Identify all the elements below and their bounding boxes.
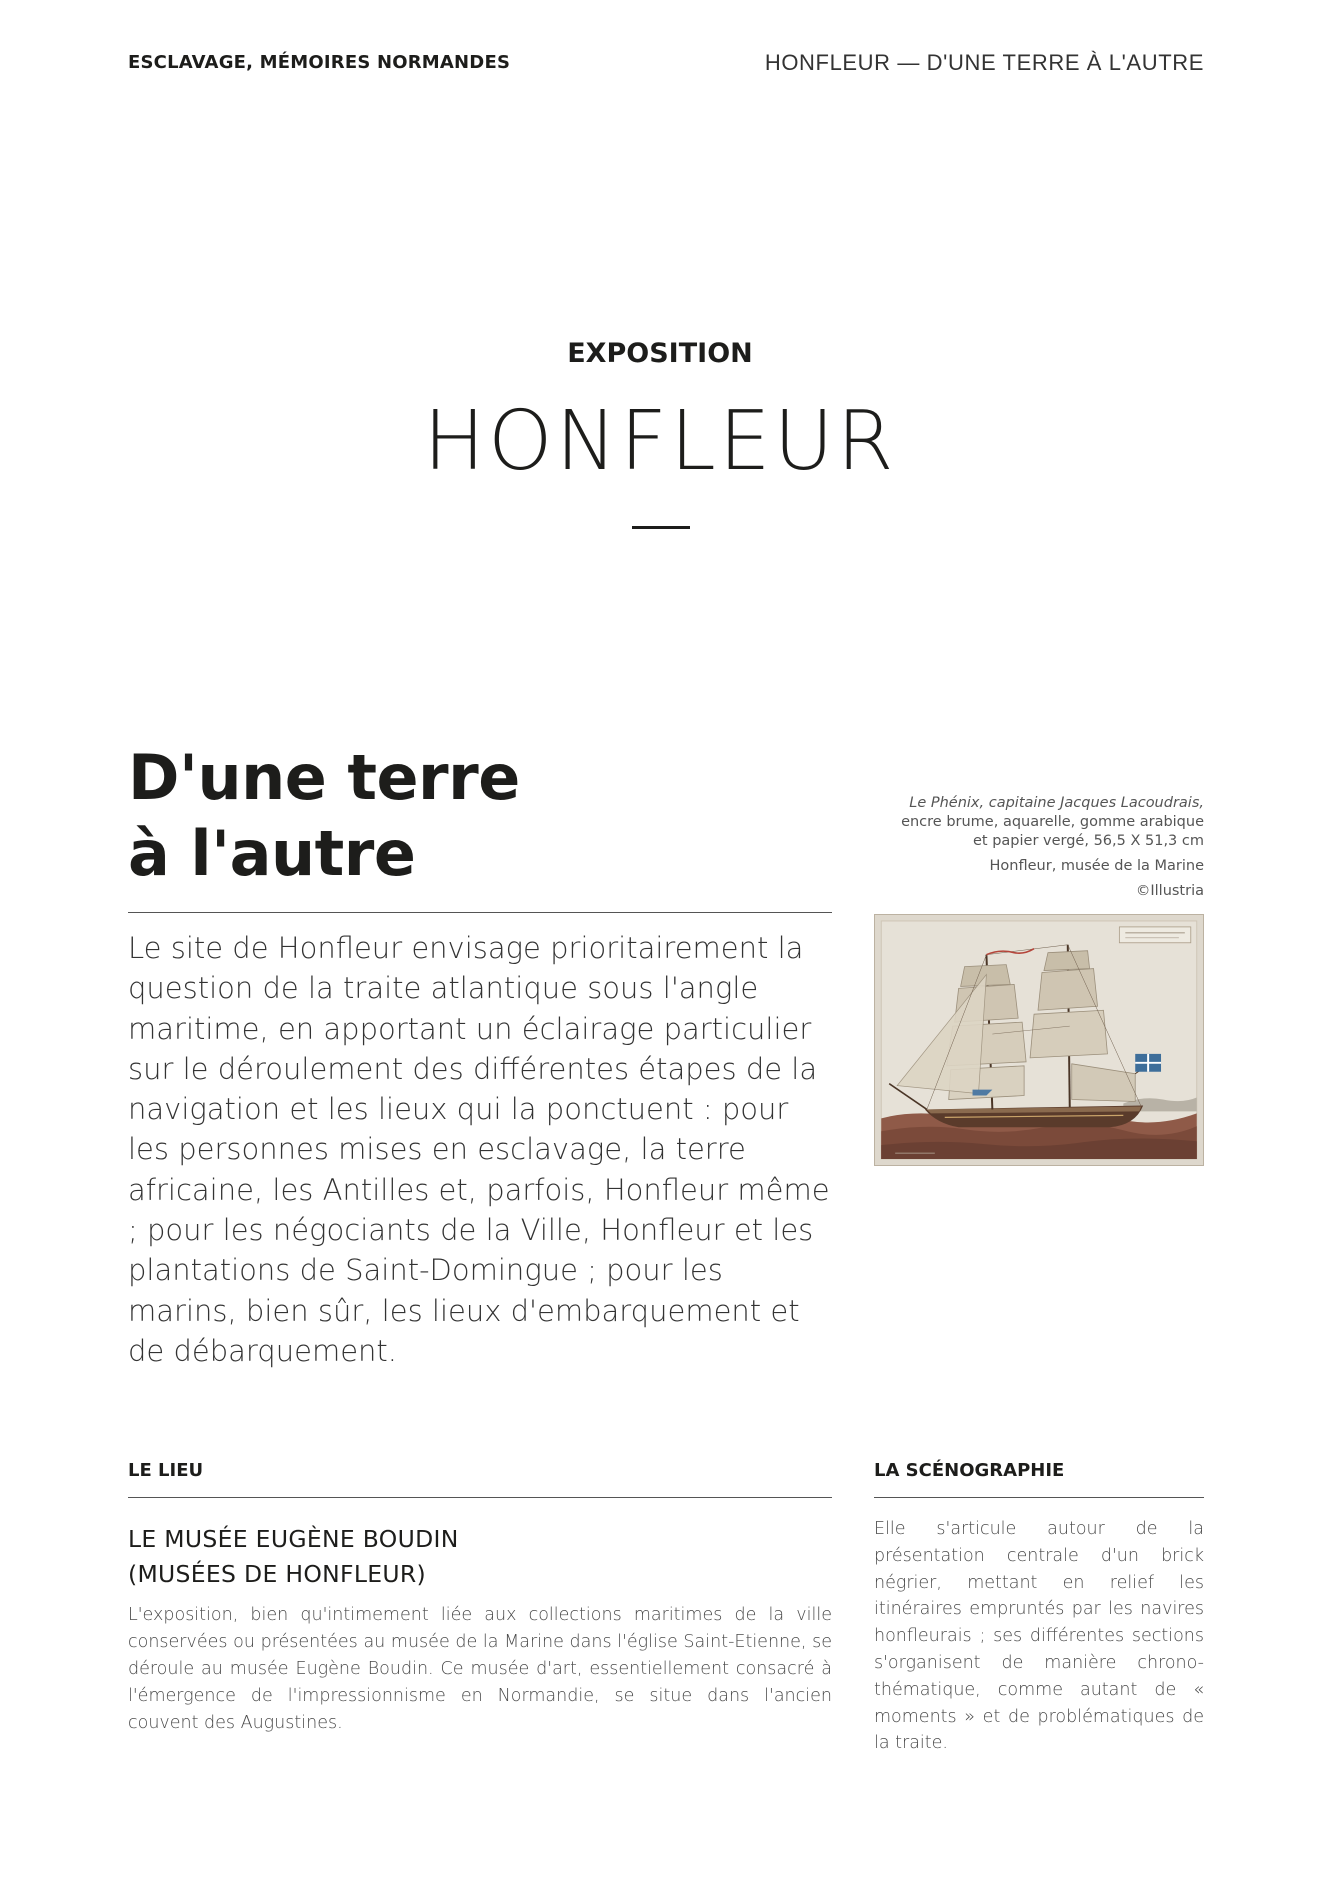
heading-rule — [128, 912, 832, 913]
section-heading-line-2: à l'autre — [128, 817, 416, 890]
running-header-left: ESCLAVAGE, MÉMOIRES NORMANDES — [128, 52, 511, 73]
lieu-body: L'exposition, bien qu'intimement liée aux collections maritimes de la ville conservées ou présentées au musée de la Marine dans l'église Saint-Etienne, se déroule au musée Eugène Boudin. Ce musée d'art, essentiellement consacré à l'émergence de l'impressionnisme en Normandie, se situe dans l'ancien couvent des Augustines. — [128, 1605, 832, 1733]
title-divider — [632, 526, 690, 529]
scenographie-rule — [874, 1497, 1204, 1498]
intro-paragraph: Le site de Honfleur envisage prioritairement la question de la traite atlantique sous l'angle maritime, en apportant un éclairage particulier sur le déroulement des différentes étapes de la navigation et les lieux qui la ponctuent : pour les personnes mises en esclavage, la terre africaine, les Antilles et, parfois, Honfleur même ; pour les négociants de la Ville, Honfleur et les plantations de Saint-Domingue ; pour les marins, bien sûr, les lieux d'embarquement et de débarquement. — [128, 931, 830, 1368]
section-label-lieu: LE LIEU — [128, 1460, 204, 1481]
ship-painting-illustration — [875, 915, 1203, 1165]
museum-title-line-1: LE MUSÉE EUGÈNE BOUDIN — [128, 1525, 459, 1553]
caption-medium-1: encre brume, aquarelle, gomme arabique — [901, 814, 1204, 830]
section-heading-line-1: D'une terre — [128, 741, 520, 814]
exhibition-kicker: EXPOSITION — [567, 338, 753, 369]
caption-title: Le Phénix, capitaine Jacques Lacoudrais, — [909, 795, 1204, 811]
section-heading — [128, 740, 688, 892]
lieu-rule — [128, 1497, 832, 1498]
ship-painting-image — [874, 914, 1204, 1166]
museum-title-line-2: (MUSÉES DE HONFLEUR) — [128, 1560, 426, 1588]
section-label-scenographie: LA SCÉNOGRAPHIE — [874, 1460, 1065, 1481]
scenographie-body: Elle s'articule autour de la présentation centrale d'un brick négrier, mettant en relief les itinéraires empruntés par les navires honfleurais ; ses différentes sections s'organisent de manière chrono-thématique, comme autant de « moments » et de problématiques de la traite. — [874, 1519, 1204, 1754]
caption-location: Honfleur, musée de la Marine — [989, 858, 1204, 874]
caption-medium-2: et papier vergé, 56,5 X 51,3 cm — [972, 833, 1204, 849]
museum-title — [128, 1522, 832, 1592]
figure-caption — [824, 794, 1204, 901]
caption-credit: ©Illustria — [1135, 883, 1204, 899]
page-title: HONFLEUR — [423, 394, 897, 489]
running-header-right: HONFLEUR — D'UNE TERRE À L'AUTRE — [764, 50, 1204, 75]
